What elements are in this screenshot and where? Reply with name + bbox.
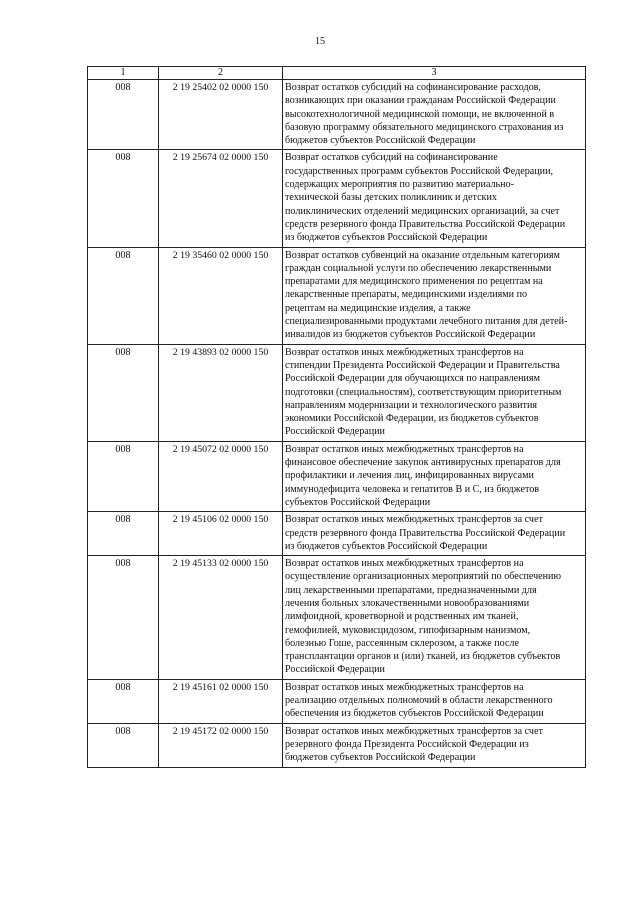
budget-classification-code-cell: 2 19 45172 02 0000 150 [159, 723, 283, 767]
budget-codes-table [87, 66, 586, 768]
table-row [88, 679, 586, 723]
description-line: высокотехнологичной медицинской помощи, не включенной в [285, 108, 555, 120]
description-line: профилактики и лечения лиц, инфицированных вирусами [285, 470, 534, 482]
budget-classification-code-cell: 2 19 43893 02 0000 150 [159, 344, 283, 441]
table-body [88, 80, 586, 768]
budget-classification-code-cell: 2 19 45072 02 0000 150 [159, 441, 283, 511]
description-line: Российской Федерации [285, 426, 385, 438]
description-line: болезнью Гоше, рассеянным склерозом, а также после [285, 637, 519, 649]
header-row [88, 67, 586, 80]
description-line: финансовое обеспечение закупок антивирусных препаратов для [285, 457, 561, 469]
description-line: технической базы детских поликлиник и детских [285, 192, 497, 204]
description-line: Возврат остатков иных межбюджетных трансфертов за счет [285, 725, 543, 737]
description-line: лечения больных злокачественными новообразованиями [285, 597, 530, 609]
description-line: государственных программ субъектов Российской Федерации, [285, 165, 553, 177]
description-line: направлениям модернизации и технологического развития [285, 399, 537, 411]
description-line: базовую программу обязательного медицинского страхования из [285, 121, 564, 133]
admin-code-cell: 008 [88, 344, 159, 441]
budget-classification-code-cell: 2 19 25674 02 0000 150 [159, 150, 283, 247]
description-line: бюджетов субъектов Российской Федерации [285, 752, 476, 764]
description-cell [283, 556, 586, 680]
table-header [88, 67, 586, 80]
budget-classification-code-cell: 2 19 45161 02 0000 150 [159, 679, 283, 723]
description-line: бюджетов субъектов Российской Федерации [285, 135, 476, 147]
admin-code-cell: 008 [88, 80, 159, 150]
budget-classification-code-cell: 2 19 25402 02 0000 150 [159, 80, 283, 150]
description-line: возникающих при оказании гражданам Российской Федерации [285, 95, 556, 107]
description-line: Российской Федерации [285, 664, 385, 676]
description-line: лиц лекарственными препаратами, предназначенными для [285, 584, 537, 596]
description-line: обеспечения из бюджетов субъектов Российской Федерации [285, 708, 544, 720]
description-cell [283, 723, 586, 767]
header-col-1: 1 [88, 67, 159, 80]
description-cell [283, 247, 586, 344]
table-row [88, 150, 586, 247]
description-line: средств резервного фонда Правительства Российской Федерации [285, 527, 566, 539]
description-cell [283, 679, 586, 723]
description-line: поликлинических отделений медицинских организаций, за счет [285, 205, 560, 217]
description-line: подготовки (специальностям), соответствующим приоритетным [285, 386, 562, 398]
description-line: осуществление организационных мероприятий по обеспечению [285, 571, 561, 583]
budget-classification-code-cell: 2 19 35460 02 0000 150 [159, 247, 283, 344]
description-line: резервного фонда Президента Российской Федерации из [285, 738, 529, 750]
admin-code-cell: 008 [88, 150, 159, 247]
budget-classification-code-cell: 2 19 45133 02 0000 150 [159, 556, 283, 680]
admin-code-cell: 008 [88, 679, 159, 723]
description-cell [283, 344, 586, 441]
description-line: Российской Федерации для обучающихся по направлениям [285, 373, 540, 385]
description-line: Возврат остатков иных межбюджетных трансфертов на [285, 346, 524, 358]
table-row [88, 441, 586, 511]
budget-classification-code-cell: 2 19 45106 02 0000 150 [159, 512, 283, 556]
description-line: лекарственные препараты, медицинскими изделиями по [285, 289, 528, 301]
description-cell [283, 150, 586, 247]
description-line: трансплантации органов и (или) тканей, из бюджетов субъектов [285, 651, 561, 663]
description-line: экономики Российской Федерации, из бюджетов субъектов [285, 413, 539, 425]
description-line: субъектов Российской Федерации [285, 496, 431, 508]
description-line: Возврат остатков иных межбюджетных трансфертов на [285, 443, 524, 455]
table-row [88, 556, 586, 680]
description-line: реализацию отдельных полномочий в области лекарственного [285, 695, 553, 707]
description-line: из бюджетов субъектов Российской Федерации [285, 232, 488, 244]
admin-code-cell: 008 [88, 247, 159, 344]
table-row [88, 80, 586, 150]
description-line: рецептам на медицинские изделия, а также [285, 302, 471, 314]
admin-code-cell: 008 [88, 556, 159, 680]
admin-code-cell: 008 [88, 723, 159, 767]
description-cell [283, 441, 586, 511]
table-row [88, 344, 586, 441]
description-line: лимфоидной, кроветворной и родственных им тканей, [285, 611, 519, 623]
description-line: инвалидов из бюджетов субъектов Российской Федерации [285, 329, 536, 341]
description-line: содержащих мероприятия по развитию материально- [285, 179, 514, 191]
description-line: средств резервного фонда Правительства Российской Федерации [285, 218, 566, 230]
table-row [88, 247, 586, 344]
admin-code-cell: 008 [88, 512, 159, 556]
description-line: Возврат остатков субсидий на софинансирование [285, 152, 498, 164]
description-cell [283, 80, 586, 150]
description-line: иммунодефицита человека и гепатитов В и С, из бюджетов [285, 483, 540, 495]
description-line: Возврат остатков иных межбюджетных трансфертов за счет [285, 514, 543, 526]
description-line: Возврат остатков субвенций на оказание отдельным категориям [285, 249, 560, 261]
table-row [88, 512, 586, 556]
table-row [88, 723, 586, 767]
description-line: Возврат остатков иных межбюджетных трансфертов на [285, 681, 524, 693]
description-line: граждан социальной услуги по обеспечению лекарственными [285, 262, 552, 274]
header-col-3: 3 [283, 67, 586, 80]
description-cell [283, 512, 586, 556]
description-line: препаратами для медицинского применения по рецептам на [285, 276, 543, 288]
description-line: гемофилией, муковисцидозом, гипофизарным нанизмом, [285, 624, 531, 636]
admin-code-cell: 008 [88, 441, 159, 511]
description-line: из бюджетов субъектов Российской Федерации [285, 540, 488, 552]
description-line: Возврат остатков иных межбюджетных трансфертов на [285, 558, 524, 570]
description-line: стипендии Президента Российской Федерации и Правительства [285, 359, 560, 371]
description-line: Возврат остатков субсидий на софинансирование расходов, [285, 82, 541, 93]
page-number: 15 [315, 36, 325, 47]
header-col-2: 2 [159, 67, 283, 80]
description-line: специализированными продуктами лечебного питания для детей- [285, 316, 568, 328]
